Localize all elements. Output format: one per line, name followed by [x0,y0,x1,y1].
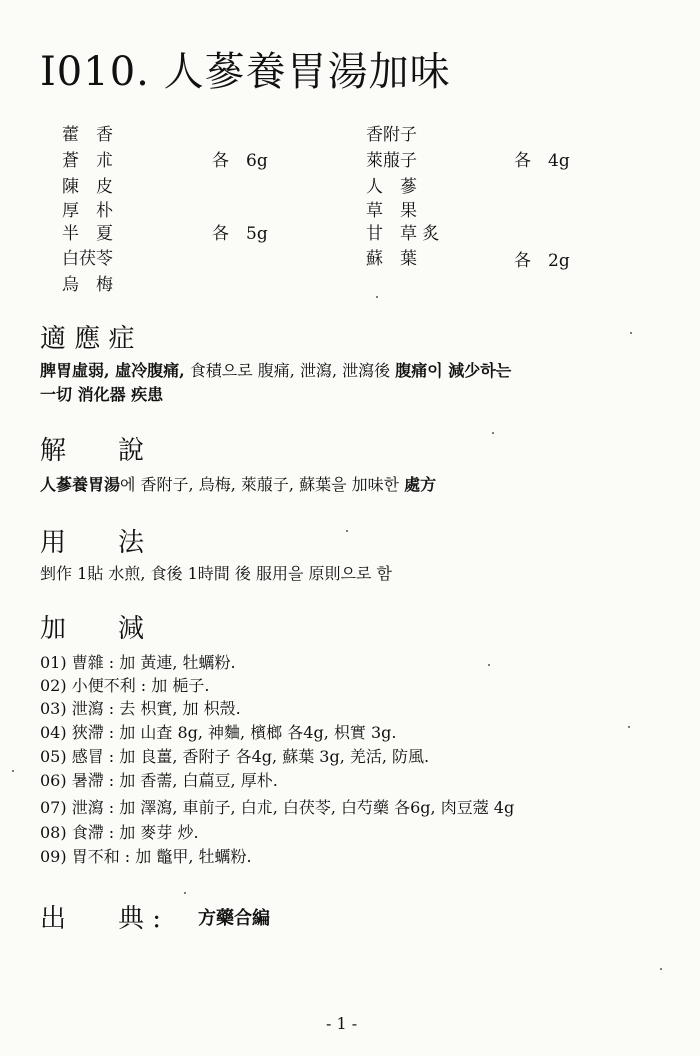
amount-left-1: 各 6g [212,151,268,171]
indication-bold-2: 腹痛이 減少하는 [395,361,512,380]
amount-right-1: 各 4g [514,151,570,171]
mod-num: 07) [40,798,67,817]
scan-speck [184,892,186,894]
mod-text: 曹雜 : 加 黃連, 牡蠣粉. [71,653,236,672]
mod-num: 05) [40,747,67,766]
mod-item [40,820,199,843]
source-heading: 出 典 : [40,904,162,934]
mod-text: 感冒 : 加 良薑, 香附子 各4g, 蘇葉 3g, 羌活, 防風. [71,747,430,766]
herb-right-2: 萊菔子 [366,151,417,171]
herb-left-7: 烏 梅 [62,275,113,295]
indication-line-2: 一切 消化器 疾患 [40,385,164,404]
mod-item [40,768,278,791]
mod-item [40,744,429,767]
herb-left-5: 半 夏 [62,224,113,244]
mod-item [40,795,514,818]
page-number: - 1 - [326,1014,358,1033]
explanation-normal: 에 香附子, 烏梅, 萊菔子, 蘇葉을 加味한 [120,475,405,494]
mod-num: 08) [40,823,67,842]
herb-left-3: 陳 皮 [62,177,113,197]
scan-speck [376,296,378,298]
mod-num: 03) [40,699,67,718]
explanation-bold-1: 人蔘養胃湯 [40,475,121,494]
herb-left-4: 厚 朴 [62,201,113,221]
mod-num: 09) [40,847,67,866]
explanation-bold-2: 處方 [404,475,437,494]
page-title: I010. 人蔘養胃湯加味 [40,49,451,95]
indication-heading: 適 應 症 [40,324,135,354]
indication-normal: 食積으로 腹痛, 泄瀉, 泄瀉後 [184,361,396,380]
mod-num: 04) [40,723,67,742]
herb-left-2: 蒼 朮 [62,151,113,171]
mod-text: 小便不利 : 加 梔子. [71,676,210,695]
scan-speck [346,530,348,532]
mod-item [40,696,241,719]
scan-speck [660,968,662,970]
herb-right-6: 蘇 葉 [366,249,417,269]
mod-item [40,844,252,867]
indication-bold-1: 脾胃虛弱, 虛冷腹痛, [40,361,185,380]
mod-text: 泄瀉 : 去 枳實, 加 枳殼. [71,699,241,718]
usage-heading: 用 法 [40,528,145,558]
usage-text: 剉作 1貼 水煎, 食後 1時間 後 服用을 原則으로 함 [40,564,392,583]
mod-num: 06) [40,771,67,790]
herb-right-5: 甘 草 炙 [366,224,440,244]
mod-item [40,650,236,673]
amount-left-2: 各 5g [212,224,268,244]
herb-right-3: 人 蔘 [366,177,417,197]
mod-item [40,720,396,743]
mod-text: 泄瀉 : 加 澤瀉, 車前子, 白朮, 白茯苓, 白芍藥 各6g, 肉豆蔲 4g [71,798,515,817]
mod-text: 暑滯 : 加 香薷, 白萹豆, 厚朴. [71,771,278,790]
scan-speck [628,726,630,728]
mod-num: 01) [40,653,67,672]
scan-speck [12,770,14,772]
herb-right-1: 香附子 [366,125,417,145]
mod-text: 胃不和 : 加 鼈甲, 牡蠣粉. [71,847,252,866]
explanation-heading: 解 說 [40,436,145,466]
source-text: 方藥合編 [198,908,270,929]
mod-text: 狹滯 : 加 山査 8g, 神麯, 檳榔 各4g, 枳實 3g. [71,723,397,742]
mod-num: 02) [40,676,67,695]
amount-right-2: 各 2g [514,251,570,271]
mod-text: 食滯 : 加 麥芽 炒. [71,823,199,842]
modifications-heading: 加 減 [40,614,145,644]
scan-speck [630,332,632,334]
herb-right-4: 草 果 [366,201,417,221]
mod-item [40,673,209,696]
herb-left-1: 藿 香 [62,125,113,145]
explanation-text [40,472,436,495]
herb-left-6: 白茯苓 [62,249,113,269]
scan-speck [492,432,494,434]
scan-speck [488,664,490,666]
indication-line-1 [40,358,511,381]
